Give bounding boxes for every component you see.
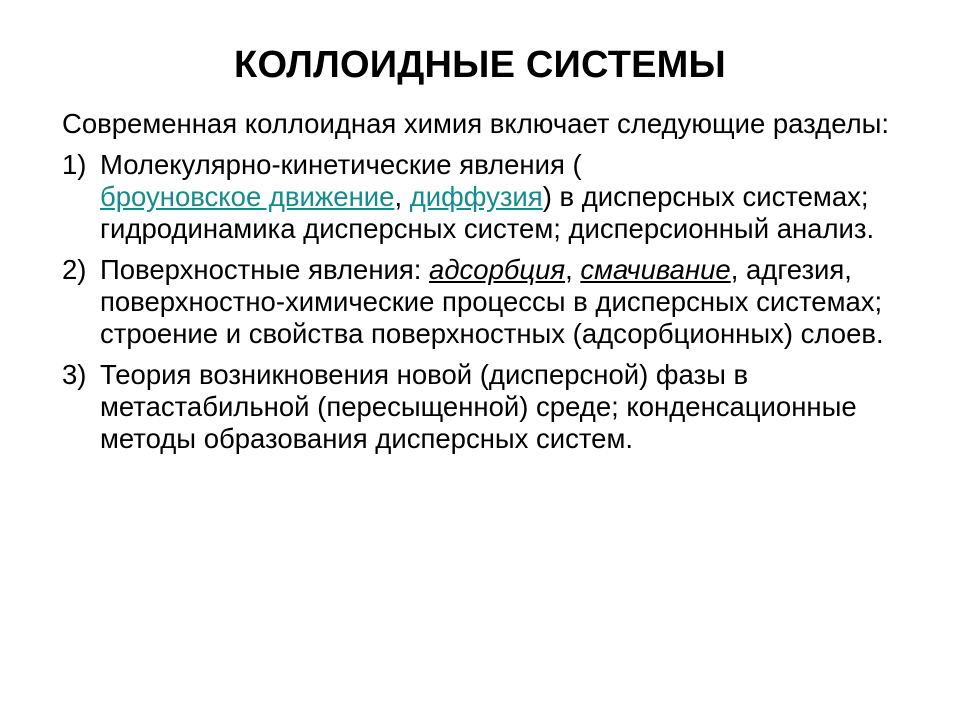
list-item-number: 3) [62,359,87,390]
list-item-text: Теория возникновения новой (дисперсной) фазы в метастабильной (пересыщенной) среде; конденсационные методы образования дисперсных систем. [100,359,857,454]
list-item-text [100,149,902,245]
list-item-separator: , [565,254,581,285]
list-item-text-before: Молекулярно-кинетические явления ( [100,149,582,180]
list-item-text [100,254,902,350]
list-item-number: 1) [62,149,87,180]
intro-paragraph: Современная коллоидная химия включает следующие разделы: [62,108,890,139]
list-item-2 [62,254,902,350]
slide-content [62,108,902,464]
list-item-number: 2) [62,254,87,285]
list-item-comma: , [730,254,739,285]
brownian-motion-link[interactable]: броуновское движение [100,181,395,212]
list-item-separator: , [394,181,410,212]
diffusion-link[interactable]: диффузия [409,181,543,212]
adsorption-term: адсорбция [429,254,566,285]
list-item-1 [62,149,902,245]
list-item-text-after: адгезия, поверхностно-химические процессы в дисперсных системах; строение и свойства поверхностных (адсорбционных) слоев. [100,254,884,349]
list-item-text-after: ) в дисперсных системах; гидродинамика дисперсных систем; дисперсионный анализ. [100,181,875,244]
list-item-text-before: Поверхностные явления: [100,254,430,285]
slide-title: КОЛЛОИДНЫЕ СИСТЕМЫ [234,44,726,86]
list-item-3 [62,359,902,455]
wetting-term: смачивание [580,254,731,285]
